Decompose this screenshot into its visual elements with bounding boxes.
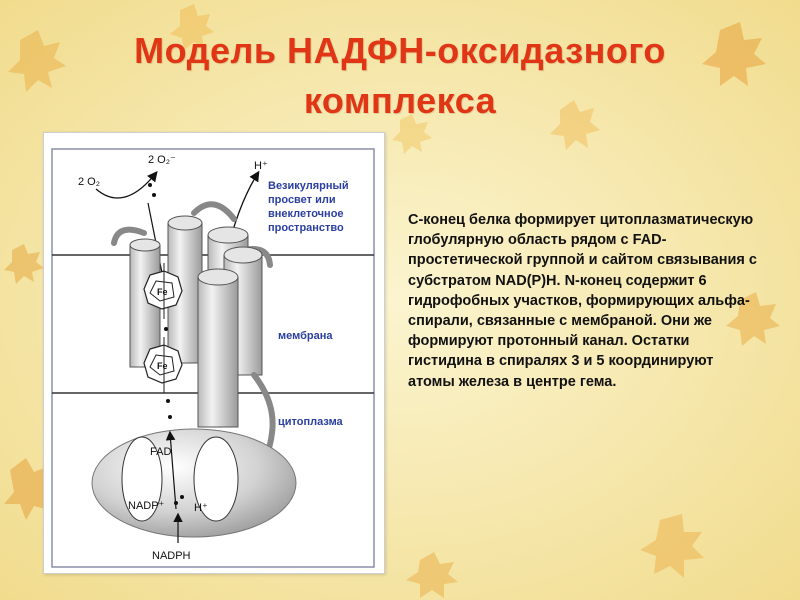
label-2-o2-minus: 2 O₂⁻	[148, 154, 176, 166]
label-lumen-3: внеклеточное	[268, 208, 344, 220]
label-membrane: мембрана	[278, 330, 333, 342]
diagram-canvas	[44, 133, 384, 573]
cytoplasmic-globular-domain	[92, 429, 296, 537]
electron-dot	[148, 183, 152, 187]
label-fad: FAD	[150, 446, 172, 458]
label-lumen-4: пространство	[268, 222, 344, 234]
superoxide-arrow	[96, 173, 156, 198]
helix-loop	[194, 204, 234, 219]
label-nadph: NADPH	[152, 550, 191, 562]
label-fe-lower: Fe	[157, 361, 168, 371]
title-line-1: Модель НАДФН-оксидазного	[134, 30, 666, 71]
electron-dot	[180, 495, 184, 499]
label-lumen-2: просвет или	[268, 194, 336, 206]
slide-title	[0, 26, 800, 126]
label-nadp-plus: NADP⁺	[128, 500, 165, 512]
label-cytoplasm: цитоплазма	[278, 416, 343, 428]
electron-dot	[174, 501, 178, 505]
title-line-2: комплекса	[303, 80, 497, 121]
description-text: С-конец белка формирует цитоплазматическую глобулярную область рядом с FAD-простетической группой и сайтом связывания с субстратом NAD(P)H. N-конец содержит 6 гидрофобных участков, формирующих альфа-спирали, связанные с мембраной. Они же формируют протонный канал. Остатки гистидина в спиралях 3 и 5 координируют атомы железа в центре гема.	[408, 212, 757, 390]
nadph-oxidase-diagram	[43, 132, 385, 574]
alpha-helix-5	[198, 269, 238, 427]
label-lumen-1: Везикулярный	[268, 180, 349, 192]
label-h-plus-bottom: H⁺	[194, 502, 208, 514]
electron-dot	[168, 415, 172, 419]
electron-dot	[152, 193, 156, 197]
label-h-plus-top: H⁺	[254, 160, 268, 172]
electron-dot	[166, 399, 170, 403]
electron-dot	[164, 327, 168, 331]
label-2-o2: 2 O₂	[78, 176, 100, 188]
label-fe-upper: Fe	[157, 287, 168, 297]
